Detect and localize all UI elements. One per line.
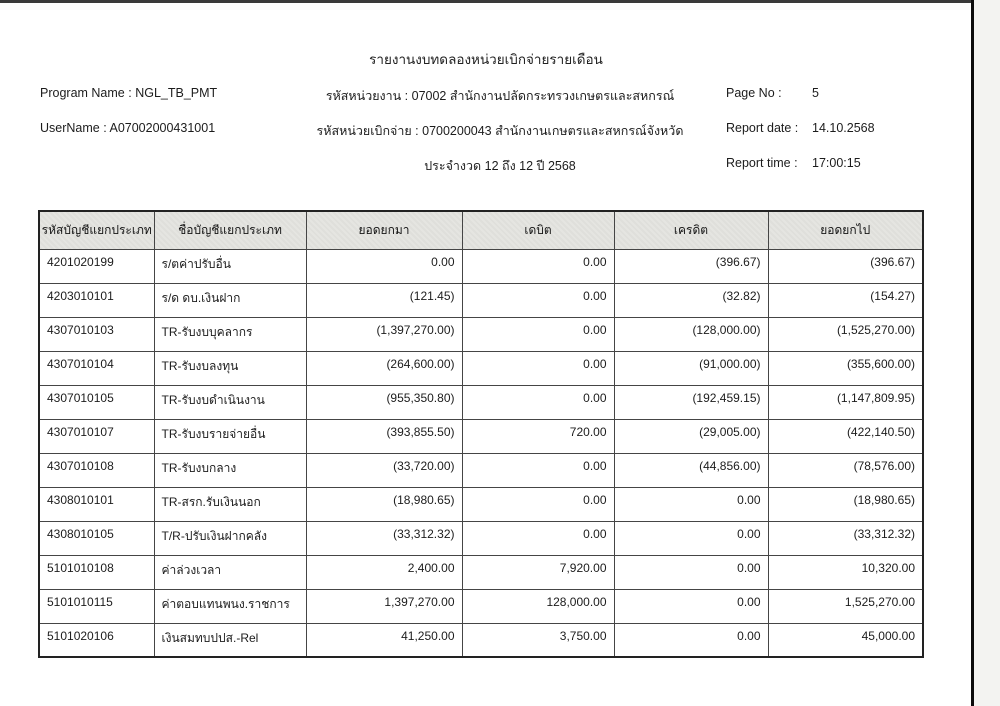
amount-cell: (18,980.65): [768, 487, 923, 521]
username-value: A07002000431001: [109, 121, 216, 135]
table-body: [39, 249, 923, 657]
program-name-label: Program Name :: [40, 86, 132, 100]
amount-cell: 0.00: [462, 385, 614, 419]
trial-balance-table: [38, 210, 924, 658]
amount-cell: 0.00: [462, 487, 614, 521]
table-row: [39, 623, 923, 657]
account-name-cell: ค่าตอบแทนพนง.ราชการ: [154, 589, 306, 623]
scan-artifact-right-margin: [974, 0, 1000, 706]
amount-cell: (955,350.80): [306, 385, 462, 419]
amount-cell: (396.67): [614, 249, 768, 283]
amount-cell: (33,312.32): [306, 521, 462, 555]
amount-cell: (154.27): [768, 283, 923, 317]
amount-cell: (29,005.00): [614, 419, 768, 453]
amount-cell: (355,600.00): [768, 351, 923, 385]
report-date-value: 14.10.2568: [812, 121, 875, 135]
account-name-cell: TR-รับงบบุคลากร: [154, 317, 306, 351]
account-code-cell: 4308010105: [39, 521, 154, 555]
report-title: รายงานงบทดลองหน่วยเบิกจ่ายรายเดือน: [369, 52, 603, 67]
amount-cell: 0.00: [462, 521, 614, 555]
amount-cell: (1,525,270.00): [768, 317, 923, 351]
column-header-account-name: ชื่อบัญชีแยกประเภท: [154, 211, 306, 249]
amount-cell: 128,000.00: [462, 589, 614, 623]
table-row: [39, 283, 923, 317]
amount-cell: (264,600.00): [306, 351, 462, 385]
amount-cell: (393,855.50): [306, 419, 462, 453]
amount-cell: 0.00: [462, 453, 614, 487]
account-code-cell: 4307010103: [39, 317, 154, 351]
amount-cell: 0.00: [614, 487, 768, 521]
amount-cell: 0.00: [462, 351, 614, 385]
account-name-cell: ร/ด ดบ.เงินฝาก: [154, 283, 306, 317]
amount-cell: 0.00: [462, 317, 614, 351]
amount-cell: 0.00: [462, 249, 614, 283]
table-row: [39, 555, 923, 589]
amount-cell: 45,000.00: [768, 623, 923, 657]
amount-cell: 41,250.00: [306, 623, 462, 657]
account-name-cell: TR-รับงบดำเนินงาน: [154, 385, 306, 419]
amount-cell: (18,980.65): [306, 487, 462, 521]
page-no-label: Page No :: [726, 86, 782, 100]
amount-cell: 3,750.00: [462, 623, 614, 657]
table-row: [39, 589, 923, 623]
account-name-cell: T/R-ปรับเงินฝากคลัง: [154, 521, 306, 555]
account-code-cell: 4201020199: [39, 249, 154, 283]
table-header-row: [39, 211, 923, 249]
table-row: [39, 351, 923, 385]
amount-cell: 0.00: [614, 623, 768, 657]
account-name-cell: TR-รับงบลงทุน: [154, 351, 306, 385]
page-no-value: 5: [812, 86, 819, 100]
account-code-cell: 5101010115: [39, 589, 154, 623]
agency-code-line: รหัสหน่วยงาน : 07002 สำนักงานปลัดกระทรวงเกษตรและสหกรณ์: [325, 89, 675, 103]
amount-cell: (91,000.00): [614, 351, 768, 385]
account-name-cell: TR-สรก.รับเงินนอก: [154, 487, 306, 521]
program-name-value: NGL_TB_PMT: [135, 86, 218, 100]
column-header-account-code: รหัสบัญชีแยกประเภท: [39, 211, 154, 249]
table-row: [39, 385, 923, 419]
table-row: [39, 317, 923, 351]
account-name-cell: TR-รับงบรายจ่ายอื่น: [154, 419, 306, 453]
account-code-cell: 4307010107: [39, 419, 154, 453]
amount-cell: (422,140.50): [768, 419, 923, 453]
account-code-cell: 4307010108: [39, 453, 154, 487]
amount-cell: 7,920.00: [462, 555, 614, 589]
username-line: [40, 121, 215, 135]
account-name-cell: เงินสมทบปปส.-Rel: [154, 623, 306, 657]
username-label: UserName :: [40, 121, 107, 135]
account-code-cell: 5101010108: [39, 555, 154, 589]
account-code-cell: 4307010104: [39, 351, 154, 385]
report-date-label: Report date :: [726, 121, 799, 135]
report-time-value: 17:00:15: [812, 156, 861, 170]
amount-cell: 0.00: [462, 283, 614, 317]
account-code-cell: 4307010105: [39, 385, 154, 419]
amount-cell: 1,397,270.00: [306, 589, 462, 623]
program-name-line: [40, 86, 217, 100]
account-name-cell: TR-รับงบกลาง: [154, 453, 306, 487]
amount-cell: (33,312.32): [768, 521, 923, 555]
table-row: [39, 453, 923, 487]
amount-cell: 0.00: [614, 555, 768, 589]
table-row: [39, 249, 923, 283]
amount-cell: (32.82): [614, 283, 768, 317]
amount-cell: 0.00: [614, 589, 768, 623]
scan-artifact-right-edge-line: [971, 0, 974, 706]
amount-cell: (128,000.00): [614, 317, 768, 351]
account-code-cell: 5101020106: [39, 623, 154, 657]
amount-cell: (1,397,270.00): [306, 317, 462, 351]
column-header-debit: เดบิต: [462, 211, 614, 249]
disbursement-code-line: รหัสหน่วยเบิกจ่าย : 0700200043 สำนักงานเกษตรและสหกรณ์จังหวัด: [316, 124, 684, 138]
account-code-cell: 4203010101: [39, 283, 154, 317]
account-name-cell: ร/ตค่าปรับอื่น: [154, 249, 306, 283]
table-row: [39, 521, 923, 555]
column-header-opening-balance: ยอดยกมา: [306, 211, 462, 249]
report-time-label: Report time :: [726, 156, 798, 170]
amount-cell: (1,147,809.95): [768, 385, 923, 419]
amount-cell: (192,459.15): [614, 385, 768, 419]
amount-cell: 1,525,270.00: [768, 589, 923, 623]
period-line: ประจำงวด 12 ถึง 12 ปี 2568: [424, 159, 576, 173]
account-code-cell: 4308010101: [39, 487, 154, 521]
amount-cell: (44,856.00): [614, 453, 768, 487]
amount-cell: 720.00: [462, 419, 614, 453]
table-row: [39, 487, 923, 521]
table-row: [39, 419, 923, 453]
scan-artifact-top-edge: [0, 0, 1000, 3]
amount-cell: (396.67): [768, 249, 923, 283]
account-name-cell: ค่าล่วงเวลา: [154, 555, 306, 589]
amount-cell: (78,576.00): [768, 453, 923, 487]
column-header-closing-balance: ยอดยกไป: [768, 211, 923, 249]
column-header-credit: เครดิต: [614, 211, 768, 249]
amount-cell: (121.45): [306, 283, 462, 317]
amount-cell: (33,720.00): [306, 453, 462, 487]
amount-cell: 0.00: [306, 249, 462, 283]
amount-cell: 2,400.00: [306, 555, 462, 589]
amount-cell: 10,320.00: [768, 555, 923, 589]
amount-cell: 0.00: [614, 521, 768, 555]
